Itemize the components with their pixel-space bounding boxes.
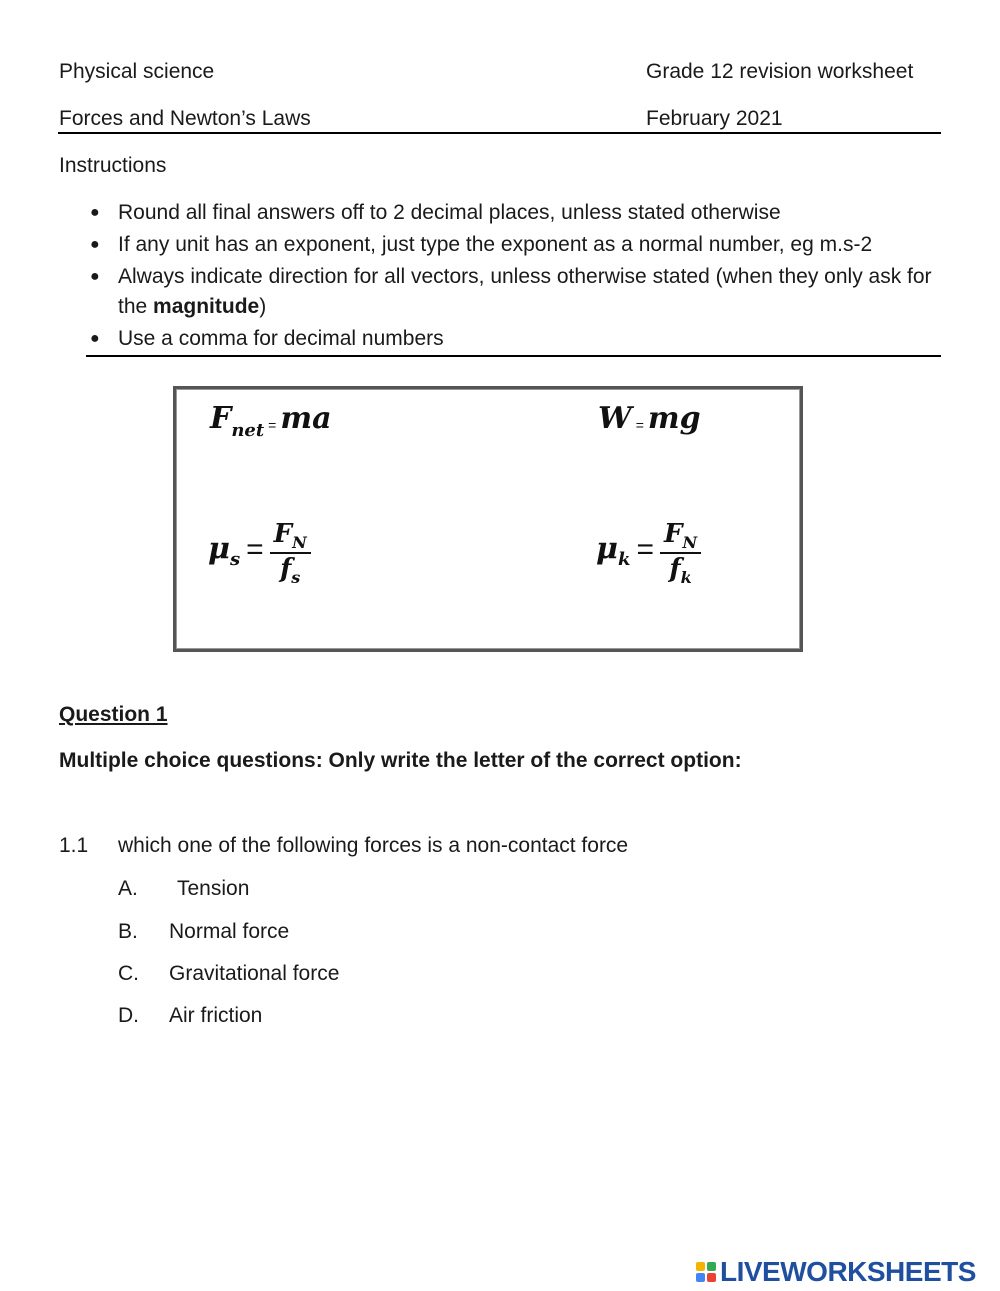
instruction-item: ● If any unit has an exponent, just type the exponent as a normal number, eg m.s-2 (88, 230, 948, 260)
formula-kinetic-friction: μk = $\frac{F_N}{f_k}$ (596, 519, 701, 587)
liveworksheets-logo-text: LIVEWORKSHEETS (720, 1256, 976, 1287)
liveworksheets-logo-icon (696, 1262, 716, 1282)
bullet-icon: ● (90, 204, 100, 221)
option-text-a: Tension (177, 877, 250, 900)
formula-static-friction: μs = $\frac{F_N}{f_s}$ (208, 519, 311, 587)
topic-label: Forces and Newton’s Laws (59, 107, 311, 130)
bullet-icon: ● (90, 330, 100, 347)
option-letter-b: B. (118, 920, 138, 943)
instruction-item: ● Round all final answers off to 2 decimal places, unless stated otherwise (88, 198, 948, 228)
question-number: 1.1 (59, 834, 89, 857)
liveworksheets-logo[interactable] (696, 1254, 976, 1290)
bullet-icon: ● (90, 236, 100, 253)
instructions-list (88, 198, 948, 356)
instructions-divider (86, 355, 941, 357)
header-divider (58, 132, 941, 134)
instruction-item: ● Always indicate direction for all vectors, unless otherwise stated (when they only ask for the magnitude) (88, 262, 938, 322)
formula-box (173, 386, 803, 652)
question-title: Question 1 (59, 703, 168, 726)
formula-weight: W = mg (598, 401, 701, 436)
instruction-item: ● Use a comma for decimal numbers (88, 324, 948, 354)
option-letter-d: D. (118, 1004, 139, 1027)
option-text-b: Normal force (169, 920, 290, 943)
bullet-icon: ● (90, 268, 100, 285)
question-text: which one of the following forces is a non-contact force (118, 834, 629, 857)
date-label: February 2021 (646, 107, 783, 130)
subject-label: Physical science (59, 60, 215, 83)
option-text-d: Air friction (169, 1004, 263, 1027)
formula-fnet: Fnet = ma (210, 401, 332, 441)
worksheet-label: Grade 12 revision worksheet (646, 60, 914, 83)
option-text-c: Gravitational force (169, 962, 340, 985)
option-letter-a: A. (118, 877, 138, 900)
option-letter-c: C. (118, 962, 139, 985)
question-subtitle: Multiple choice questions: Only write the letter of the correct option: (59, 749, 742, 772)
instructions-heading: Instructions (59, 154, 167, 177)
